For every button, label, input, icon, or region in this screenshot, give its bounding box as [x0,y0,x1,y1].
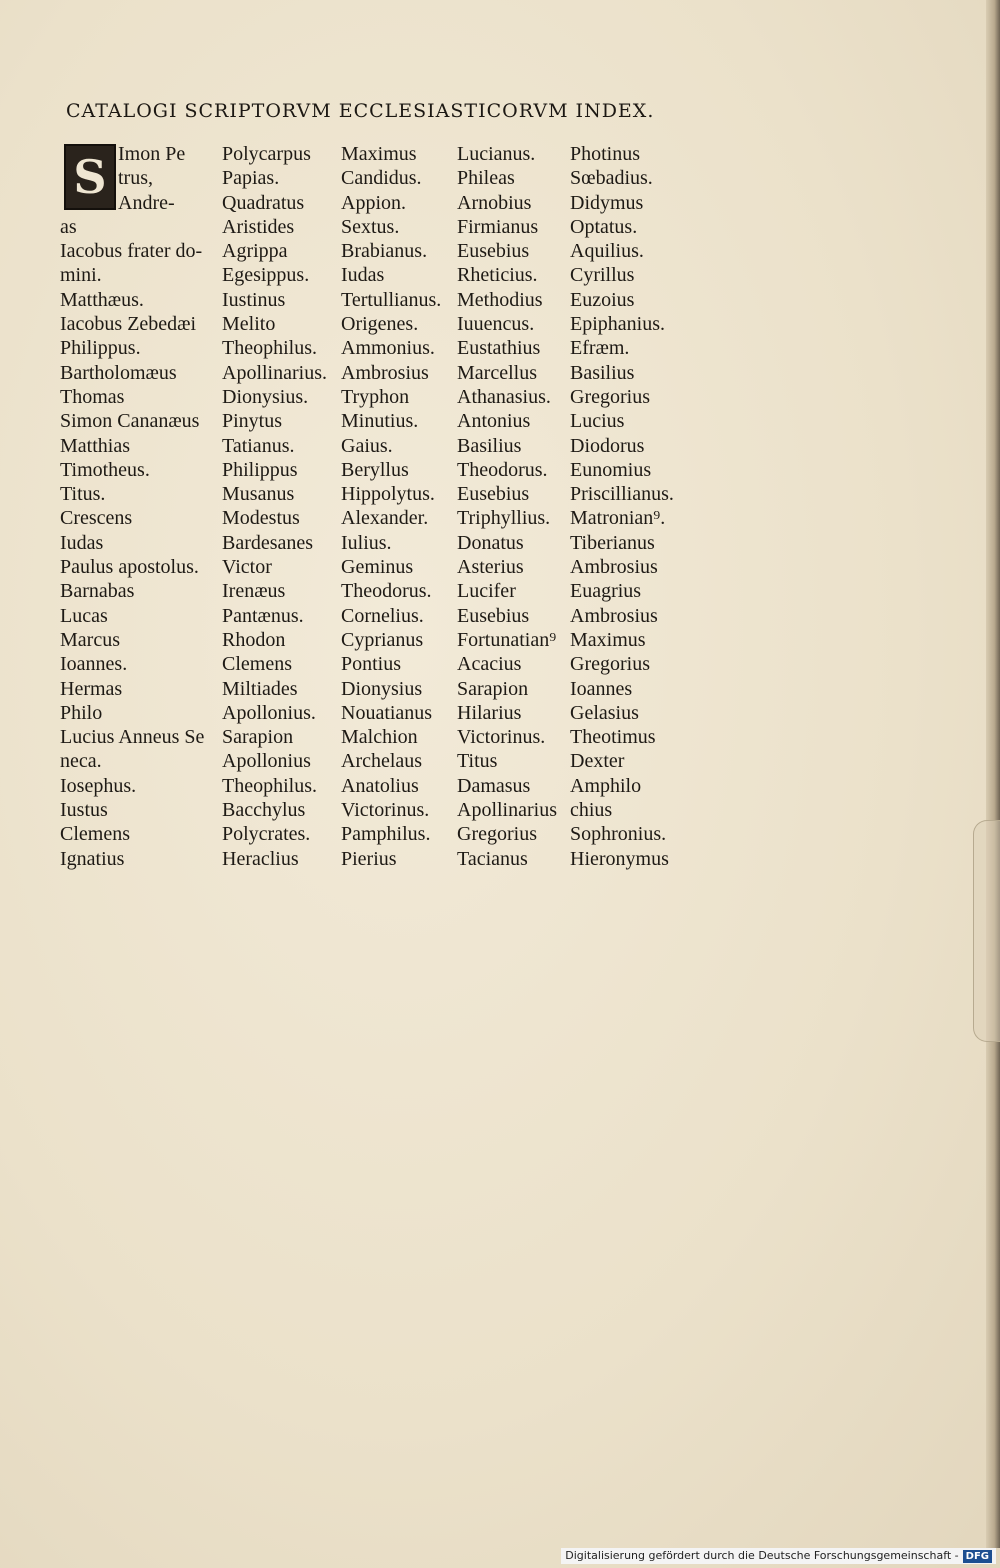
index-entry: Sophronius. [570,823,667,846]
index-entry: Miltiades [222,677,298,700]
index-entry: Iacobus frater do- [60,240,203,263]
index-entry: Sœbadius. [570,167,653,190]
index-entry: Sarapion [222,726,294,749]
index-entry: Lucius Anneus Se [60,726,205,749]
index-entry: Pontius [341,653,402,676]
index-entry: Pierius [341,847,397,870]
index-entry: Dionysius. [222,385,309,408]
index-entry: Papias. [222,167,280,190]
index-entry: Efræm. [570,337,630,360]
index-entry: Tryphon [341,385,410,408]
index-entry: Iudas [341,264,385,287]
index-entry: Matthæus. [60,288,144,311]
column-2 [222,142,342,871]
index-entry: Geminus [341,556,414,579]
index-entry: Priscillianus. [570,483,674,506]
index-entry: Eusebius [457,483,530,506]
index-entry: Pamphilus. [341,823,431,846]
index-entry: Ignatius [60,847,125,870]
index-entry: Archelaus [341,750,423,773]
index-entry: Polycarpus [222,143,311,165]
index-entry: Basilius [570,361,635,384]
index-entry: Maximus [341,143,417,165]
index-entry: Candidus. [341,167,422,190]
digitization-footer [561,1548,996,1564]
index-entry: Pantænus. [222,604,304,627]
index-entry: Arnobius [457,191,532,214]
index-entry: Clemens [222,653,292,676]
index-entry: Bacchylus [222,799,306,822]
index-entry: Tertullianus. [341,288,442,311]
index-entry: Firmianus [457,215,539,238]
index-entry: Tiberianus [570,531,655,554]
index-entry: Amphilo [570,774,642,797]
index-entry: Triphyllius. [457,507,551,530]
index-entry: Methodius [457,288,543,311]
index-entry: Gaius. [341,434,393,457]
page-gutter [986,0,1000,1548]
index-entry: trus, [118,167,153,190]
index-entry: Simon Cananæus [60,410,200,433]
index-entry: Anatolius [341,774,419,797]
index-entry: Theodorus. [341,580,432,603]
index-entry: chius [570,799,613,822]
index-entry: Iuuencus. [457,313,535,336]
index-entry: Apollinarius. [222,361,327,384]
index-entry: Timotheus. [60,458,150,481]
index-entry: Bartholomæus [60,361,177,384]
index-entry: Philippus. [60,337,141,360]
index-entry: Damasus [457,774,531,797]
index-entry: Athanasius. [457,385,551,408]
index-entry: Irenæus [222,580,286,603]
index-entry: Matronian⁹. [570,507,666,530]
index-entry: Euagrius [570,580,642,603]
index-entry: Iacobus Zebedæi [60,313,197,336]
index-entry: Theophilus. [222,337,317,360]
index-entry: Dexter [570,750,625,773]
index-entry: Marcus [60,628,120,651]
index-entry: Ambrosius [570,604,658,627]
index-entry: Lucifer [457,580,516,603]
index-entry: Optatus. [570,215,638,238]
index-entry: Apollinarius [457,799,557,822]
index-entry: Theophilus. [222,774,317,797]
index-entry: Aquilius. [570,240,644,263]
index-entry: Iudas [60,531,104,554]
index-entry: Barnabas [60,580,135,603]
index-entry: Theodorus. [457,458,548,481]
index-entry: Antonius [457,410,531,433]
index-columns [60,142,710,902]
index-entry: Tatianus. [222,434,295,457]
index-entry: Gelasius [570,701,639,724]
index-entry: Gregorius [570,653,650,676]
dfg-logo: DFG [963,1550,992,1563]
index-entry: Hermas [60,677,123,700]
index-entry: Crescens [60,507,133,530]
index-entry: Apollonius. [222,701,316,724]
index-entry: Cyrillus [570,264,635,287]
index-entry: Gregorius [457,823,537,846]
index-entry: Ambrosius [570,556,658,579]
page-edge-tab [973,820,1000,1042]
index-entry: Iustus [60,799,108,822]
index-entry: Epiphanius. [570,313,665,336]
index-entry: Iulius. [341,531,392,554]
decorated-initial-letter: S [64,144,116,210]
index-entry: Acacius [457,653,522,676]
index-entry: Lucius [570,410,625,433]
index-entry: Eusebius [457,240,530,263]
index-entry: Diodorus [570,434,645,457]
index-entry: Imon Pe [118,143,186,165]
index-entry: Cornelius. [341,604,424,627]
index-entry: Hippolytus. [341,483,435,506]
index-entry: Hieronymus [570,847,669,870]
page-title: CATALOGI SCRIPTORVM ECCLESIASTICORVM INDEX. [66,100,655,122]
column-3 [341,142,461,871]
index-entry: Philippus [222,458,298,481]
index-entry: Bardesanes [222,531,314,554]
index-entry: Rhodon [222,628,286,651]
footer-text: Digitalisierung gefördert durch die Deutsche Forschungsgemeinschaft - [565,1549,959,1562]
index-entry: Donatus [457,531,524,554]
index-entry: Titus [457,750,498,773]
index-entry: Origenes. [341,313,419,336]
column-5 [570,142,700,871]
index-entry: Eunomius [570,458,652,481]
index-entry: Minutius. [341,410,419,433]
index-entry: Appion. [341,191,406,214]
index-entry: Thomas [60,385,125,408]
index-entry: Sextus. [341,215,400,238]
index-entry: Musanus [222,483,295,506]
index-entry: Matthias [60,434,130,457]
index-entry: Polycrates. [222,823,311,846]
index-entry: Malchion [341,726,418,749]
index-entry: Andre- [118,191,175,214]
index-entry: Hilarius [457,701,522,724]
index-entry: Pinytus [222,410,283,433]
index-entry: Maximus [570,628,646,651]
index-entry: Didymus [570,191,644,214]
index-entry: mini. [60,264,102,287]
index-entry: Fortunatian⁹ [457,628,557,651]
index-entry: Victorinus. [341,799,430,822]
index-entry: Apollonius [222,750,311,773]
index-entry: Quadratus [222,191,305,214]
index-entry: Agrippa [222,240,288,263]
index-entry: Ioannes. [60,653,128,676]
index-entry: Cyprianus [341,628,424,651]
index-entry: Clemens [60,823,130,846]
index-entry: Lucas [60,604,108,627]
index-entry: Philo [60,701,103,724]
index-entry: Gregorius [570,385,650,408]
index-entry: Theotimus [570,726,656,749]
index-entry: Heraclius [222,847,299,870]
index-entry: Ambrosius [341,361,429,384]
index-entry: Melito [222,313,276,336]
index-entry: Ammonius. [341,337,435,360]
index-entry: Sarapion [457,677,529,700]
index-entry: Nouatianus [341,701,433,724]
index-entry: Iosephus. [60,774,137,797]
index-entry: Asterius [457,556,524,579]
index-entry: Victor [222,556,272,579]
index-entry: Victorinus. [457,726,546,749]
index-entry: Phileas [457,167,515,190]
index-entry: Modestus [222,507,300,530]
index-entry: Egesippus. [222,264,310,287]
index-entry: Ioannes [570,677,633,700]
index-entry: Eusebius [457,604,530,627]
index-entry: Rheticius. [457,264,538,287]
index-entry: as [60,215,77,238]
index-entry: Beryllus [341,458,409,481]
index-entry: Basilius [457,434,522,457]
index-entry: neca. [60,750,102,773]
index-entry: Eustathius [457,337,541,360]
index-entry: Titus. [60,483,106,506]
index-entry: Alexander. [341,507,429,530]
column-4 [457,142,572,871]
index-entry: Marcellus [457,361,537,384]
index-entry: Iustinus [222,288,286,311]
index-entry: Tacianus [457,847,528,870]
index-entry: Euzoius [570,288,635,311]
index-entry: Aristides [222,215,295,238]
column-1 [60,142,220,871]
index-entry: Dionysius [341,677,423,700]
index-entry: Lucianus. [457,143,536,165]
index-entry: Photinus [570,143,641,165]
index-entry: Paulus apostolus. [60,556,199,579]
index-entry: Brabianus. [341,240,428,263]
